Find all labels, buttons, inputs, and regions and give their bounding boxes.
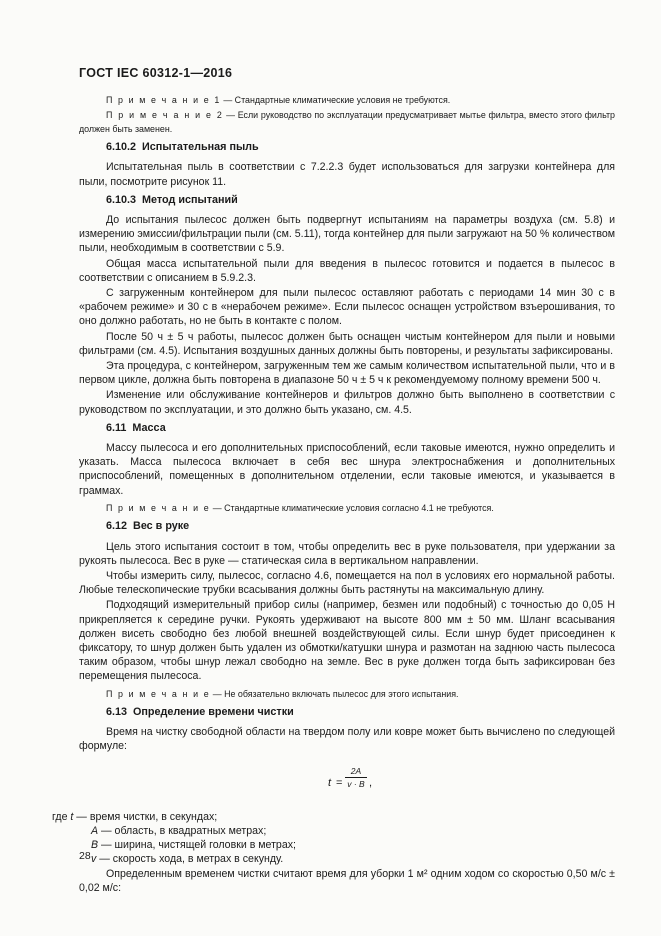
definition-symbol: A [91,824,99,837]
paragraph: Определенным временем чистки считают время для уборки 1 м² одним ходом со скоростью 0,50 м/с ± 0,02 м/с: [79,867,615,894]
section-heading-6-10-3 [106,193,615,207]
page-content [52,94,615,896]
note-2 [79,109,615,136]
formula-lhs: t [328,776,332,789]
note-text: — Стандартные климатические условия согласно 4.1 не требуются. [210,502,494,513]
definition-symbol: B [91,838,99,851]
paragraph: После 50 ч ± 5 ч работы, пылесос должен быть оснащен чистым контейнером для пыли и новыми фильтрами (см. 4.5). Испытания воздушных данных должны быть повторены, и результаты зафиксированы. [79,330,615,357]
section-number: 6.12 [106,520,128,533]
note-text: — Не обязательно включать пылесос для этого испытания. [210,688,459,699]
definition-v [79,852,615,866]
paragraph: Массу пылесоса и его дополнительных приспособлений, если таковые имеются, нужно определить и указать. Масса пылесоса включает в себя вес шнура электроснабжения и дополнительных приспособлений, помещенных в дополнительном отделении, если таковые имеются, и указывается в граммах. [79,442,615,497]
paragraph: Подходящий измерительный прибор силы (например, безмен или подобный) с точностью до 0,05 Н прикрепляется к середине ручки. Рукоять удерживают на высоте 800 мм ± 50 мм. Шланг всасывания должен висеть свободно без любой внешней воздействующей силы. Если шнур будет присоединен к фиксатору, то шнур должен быть удален из обмотки/катушки шнура и размотан на заднюю часть пылесоса таким образом, чтобы шнур лежал свободно на земле. Вес в руке должен тогда быть зафиксирован без перемещения пылесоса. [79,599,615,683]
paragraph: Общая масса испытательной пыли для введения в пылесос готовится и подается в пылесос в соответствии с описанием в 5.9.2.3. [79,257,615,284]
definition-b [79,838,615,852]
paragraph: Изменение или обслуживание контейнеров и фильтров должно быть выполнено в соответствии с руководством по эксплуатации, и это должно быть указано, см. 4.5. [79,389,615,416]
section-heading-6-13 [106,705,615,719]
note-1 [79,94,615,107]
section-number: 6.10.2 [106,141,137,154]
cleaning-time-formula [79,762,615,804]
definition-symbol: v [91,852,97,865]
section-title: Определение времени чистки [133,705,294,718]
paragraph: Цель этого испытания состоит в том, чтобы определить вес в руке пользователя, при удержании за рукоять пылесоса. Вес в руке — статическая сила в вертикальном направлении. [79,540,615,567]
definition-text: — время чистки, в секундах; [73,810,218,823]
paragraph: Эта процедура, с контейнером, загруженным тем же самым количеством испытательной пыли, что и в первом цикле, должна быть повторена в диапазоне 50 ч ± 5 ч к рекомендуемому полному времени 500 ч. [79,360,615,387]
note-label: П р и м е ч а н и е 1 [106,95,221,105]
definition-prefix: где [52,810,71,823]
definition-a [79,824,615,838]
document-header: ГОСТ IEC 60312-1—2016 [79,66,233,80]
paragraph: Время на чистку свободной области на твердом полу или ковре может быть вычислено по следующей формуле: [79,726,615,753]
section-title: Масса [132,421,166,434]
formula-numerator: 2A [345,766,367,778]
definition-text: — область, в квадратных метрах; [98,824,267,837]
formula-equals: = [336,776,343,789]
definition-text: — ширина, чистящей головки в метрах; [98,838,296,851]
note-label: П р и м е ч а н и е 2 [106,110,224,121]
page-number: 28 [79,850,91,862]
section-number: 6.11 [106,421,127,434]
formula-definitions [52,810,615,866]
section-heading-6-12 [106,519,615,533]
paragraph: С загруженным контейнером для пыли пылесос оставляют работать с периодами 14 мин 30 с в «рабочем режиме» и 30 с в «нерабочем режиме». Если пылесос оснащен устройством взъерошивания, то оно должно работать, но не быть в контакте с полом. [79,287,615,328]
section-heading-6-10-2 [106,140,615,154]
definition-symbol: t [70,810,74,823]
note [79,688,615,701]
formula-comma: , [369,776,373,789]
note-label: П р и м е ч а н и е [106,688,211,699]
section-heading-6-11 [106,421,615,435]
section-title: Вес в руке [133,520,190,533]
definition-t [52,810,615,824]
formula-denominator: v · B [347,778,365,789]
section-number: 6.13 [106,705,128,718]
section-number: 6.10.3 [106,193,137,206]
paragraph: До испытания пылесос должен быть подвергнут испытаниям на параметры воздуха (см. 5.8) и измерению эмиссии/фильтрации пыли (см. 5.11), тогда контейнер для пыли загружают на 50 % количеством пыли, необходимым в соответствии с 5.9. [79,214,615,255]
formula-fraction [345,766,367,790]
paragraph: Испытательная пыль в соответствии с 7.2.2.3 будет использоваться для загрузки контейнера для пыли, посмотрите рисунок 11. [79,161,615,188]
section-title: Метод испытаний [142,193,238,206]
note-label: П р и м е ч а н и е [106,502,211,513]
note [79,502,615,515]
note-text: — Если руководство по эксплуатации предусматривает мытье фильтра, вместо этого фильтр должен быть заменен. [79,110,615,134]
section-title: Испытательная пыль [142,141,259,154]
paragraph: Чтобы измерить силу, пылесос, согласно 4.6, помещается на пол в условиях его нормальной работы. Любые телескопические трубки всасывания должны быть растянуты на максимальную длину. [79,569,615,597]
definition-text: — скорость хода, в метрах в секунду. [96,852,284,865]
note-text: — Стандартные климатические условия не требуются. [220,95,451,105]
